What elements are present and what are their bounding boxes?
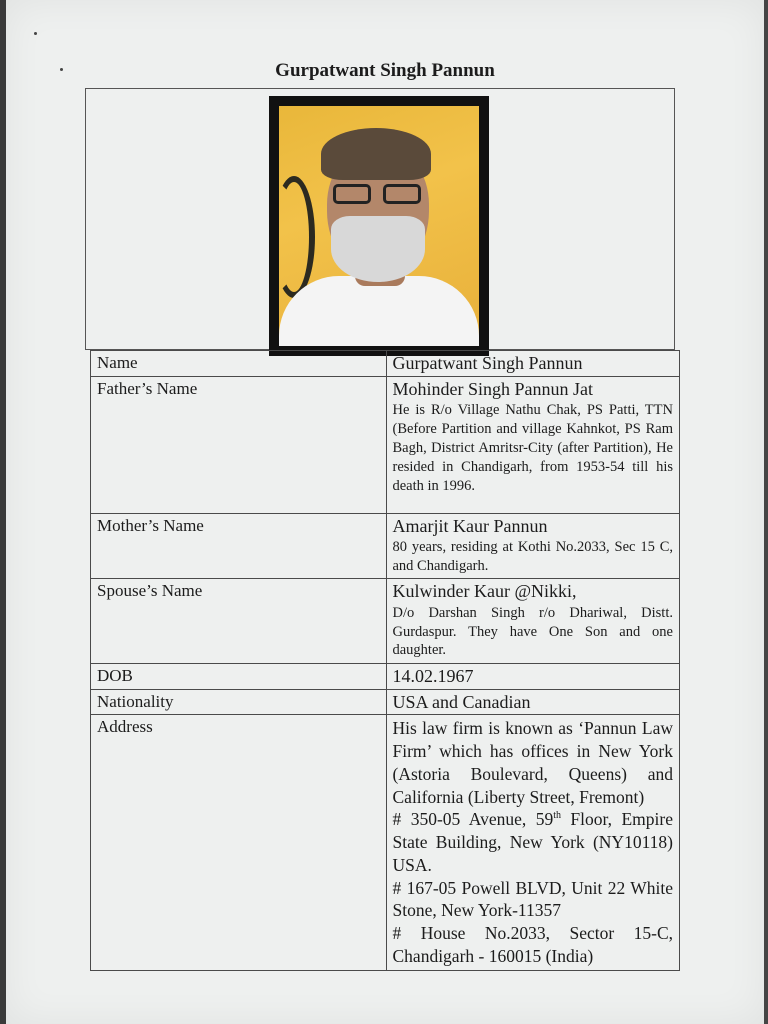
photo-image (279, 106, 479, 346)
portrait-photo (269, 96, 489, 356)
table-row-dob (91, 664, 680, 690)
photo-beard (331, 216, 425, 282)
document-page (6, 0, 764, 1024)
label-spouse: Spouse’s Name (91, 579, 387, 664)
photo-shirt (279, 276, 479, 346)
address-office-1-sup: th (553, 810, 561, 822)
khanda-emblem (279, 176, 315, 298)
document-title: Gurpatwant Singh Pannun (275, 60, 495, 81)
label-nationality: Nationality (91, 689, 387, 715)
table-row-name (91, 351, 680, 377)
address-office-3: # House No.2033, Sector 15-C, Chandigarh - 160015 (India) (392, 923, 673, 966)
info-table (90, 350, 680, 971)
value-father-detail: He is R/o Village Nathu Chak, PS Patti, TTN (Before Partition and village Kahnkot, PS Ram Bagh, District Amritsr-City (after Partition), He resided in Chandigarh, from 1953-54 till his death in 1996. (392, 402, 673, 494)
label-name: Name (91, 351, 387, 377)
glasses-lens-right (383, 184, 421, 204)
photo-turban (321, 128, 431, 180)
value-mother-name: Amarjit Kaur Pannun (392, 515, 548, 536)
value-spouse (386, 579, 680, 664)
address-office-1 (393, 808, 674, 876)
value-father (386, 376, 680, 513)
table-row-mother (91, 513, 680, 578)
value-spouse-detail: D/o Darshan Singh r/o Dhariwal, Distt. Gurdaspur. They have One Son and one daughter. (392, 604, 673, 659)
address-firm: His law firm is known as ‘Pannun Law Firm’ which has offices in New York (Astoria Boulevard, Queens) and California (Liberty Street, Fremont) (392, 718, 673, 807)
value-name-text: Gurpatwant Singh Pannun (392, 353, 583, 373)
label-address: Address (91, 715, 387, 970)
value-father-name: Mohinder Singh Pannun Jat (392, 378, 593, 399)
value-nationality (386, 689, 680, 715)
address-office-1-post: Floor, Empire State Building, New York (NY10118) USA. (392, 809, 673, 875)
photo-glasses (333, 184, 423, 206)
value-mother (386, 513, 680, 578)
glasses-lens-left (333, 184, 371, 204)
table-row-spouse (91, 579, 680, 664)
value-spouse-name: Kulwinder Kaur @Nikki, (392, 581, 577, 602)
address-office-2: # 167-05 Powell BLVD, Unit 22 White Stone, New York-11357 (392, 877, 673, 921)
value-mother-detail: 80 years, residing at Kothi No.2033, Sec 15 C, and Chandigarh. (392, 539, 673, 575)
label-father: Father’s Name (91, 376, 387, 513)
value-dob-text: 14.02.1967 (392, 666, 474, 687)
table-row-address (91, 715, 680, 970)
value-dob (386, 664, 680, 690)
address-block (393, 717, 674, 967)
value-name (386, 351, 680, 377)
value-address (386, 715, 680, 970)
address-office-1-pre: # 350-05 Avenue, 59 (392, 809, 554, 830)
label-dob: DOB (91, 664, 387, 690)
table-row-father (91, 376, 680, 513)
table-row-nationality (91, 689, 680, 715)
label-mother: Mother’s Name (91, 513, 387, 578)
value-nationality-text: USA and Canadian (392, 691, 531, 712)
paper-speck (34, 32, 37, 35)
